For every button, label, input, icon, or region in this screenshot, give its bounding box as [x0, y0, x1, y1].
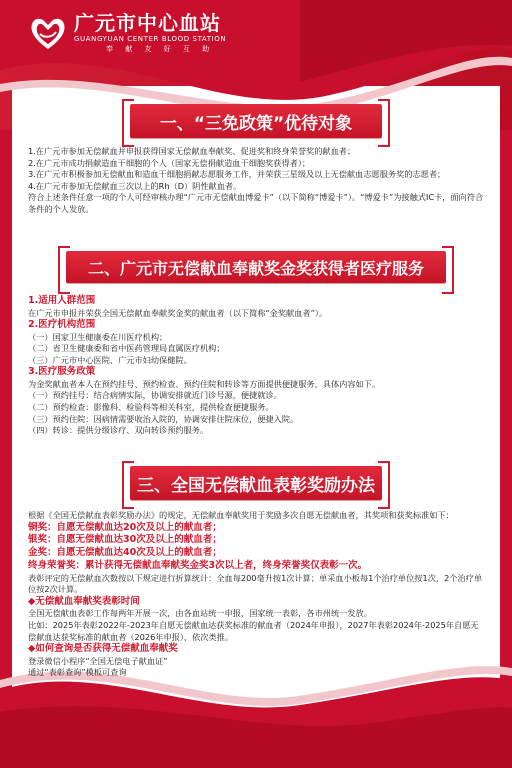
section1-line: 2.在广元市成功捐献造血干细胞的个人（国家无偿捐献造血干细胞奖获得者）；	[28, 157, 311, 168]
sub1-text: 在广元市申报并荣获全国无偿献血奉献奖金奖的献血者（以下简称“金奖献血者”）。	[28, 307, 328, 318]
sub2-line: （一）国家卫生健康委在川医疗机构；	[28, 331, 168, 342]
logo	[28, 12, 226, 54]
query-line: 通过“表彰查询”模板可查询	[28, 667, 127, 678]
section1-line: 3.在广元市积极参加无偿献血和造血干细胞捐献志愿服务工作，并荣获三星级及以上无偿献血志愿服务奖的志愿者；	[28, 169, 446, 180]
section1-line: 符合上述条件任意一项的个人可经审核办理“广元市无偿献血博爱卡”（以下简称“博爱卡”）。“博爱卡”为接触式IC卡，面向符合条件的个人发放。	[28, 192, 484, 214]
section1-line: 1.在广元市参加无偿献血并申报获得国家无偿献血奉献奖、促进奖和终身荣誉奖的献血者；	[28, 146, 356, 156]
section3-title: 三、全国无偿献血表彰奖励办法	[130, 466, 382, 500]
sub3-title: 3.医疗服务政策	[28, 366, 96, 378]
calc-rule: 表彰评定的无偿献血次数按以下规定进行折算统计：全血每200毫升按1次计算；单采血小板每1个治疗单位按1次，2个治疗单位按2次计算。	[28, 572, 483, 595]
section3-body	[28, 510, 484, 679]
sub1-title: 1.适用人群范围	[28, 295, 96, 306]
query-title: ◆如何查询是否获得无偿献血奉献奖	[28, 643, 178, 655]
sub2-line: （三）广元市中心医院、广元市妇幼保健院。	[28, 354, 192, 365]
station-name: 广元市中心血站	[74, 11, 221, 35]
section3-intro: 根据《全国无偿献血表彰奖励办法》的规定，无偿献血奉献奖用于奖励多次自愿无偿献血者，其奖项和获奖标准如下：	[28, 510, 454, 520]
award-gold: 金奖：自愿无偿献血达40次及以上的献血者；	[28, 547, 222, 559]
sub3-line: （一）预约挂号：结合病情实际，协调安排就近门诊号源，便捷就诊。	[28, 390, 282, 401]
section1-title: 一、“三免政策”优待对象	[130, 104, 382, 138]
time-line: 比如：2025年表彰2022年-2023年自愿无偿献血达获奖标准的献血者（2024年申报），2027年表彰2024年-2025年自愿无偿献血达获奖标准的献血者（2026年申报），依次类推。	[28, 620, 479, 642]
sub3-line: （四）转诊：提供分级诊疗、双向转诊预约服务。	[28, 425, 209, 436]
sub2-title: 2.医疗机构范围	[28, 319, 96, 331]
award-bronze: 铜奖：自愿无偿献血达20次及以上的献血者；	[28, 521, 222, 533]
award-lifetime: 终身荣誉奖：累计获得无偿献血奉献奖金奖3次以上者，终身荣誉奖仅表彰一次。	[28, 559, 368, 571]
award-silver: 银奖：自愿无偿献血达30次及以上的献血者；	[28, 534, 222, 546]
section2-body	[28, 295, 484, 437]
query-line: 登录微信小程序“全国无偿电子献血证”	[28, 655, 168, 666]
section1-body	[28, 146, 484, 216]
time-title: ◆无偿献血奉献奖表彰时间	[28, 595, 140, 607]
sub3-line: （三）预约住院：因病情需要收治入院的，协调安排住院床位，便捷入院。	[28, 413, 299, 424]
sub3-line: （二）预约检查：影像科、检验科等相关科室，提供检查便捷服务。	[28, 402, 274, 413]
station-name-en: GUANGYUAN CENTER BLOOD STATION	[74, 35, 227, 43]
time-line: 全国无偿献血表彰工作每两年开展一次，由各血站统一申报，国家统一表彰，各市州统一发放。	[28, 608, 372, 619]
slogan: 奉 献 友 好 互 助	[106, 45, 215, 53]
sub3-line: 为金奖献血者本人在预约挂号、预约检查、预约住院和转诊等方面提供便捷服务，具体内容如下。	[28, 378, 381, 389]
section2-title: 二、广元市无偿献血奉献奖金奖获得者医疗服务	[66, 251, 446, 283]
section1-line: 4.在广元市参加无偿献血三次以上的Rh（D）阴性献血者。	[28, 180, 242, 191]
sub2-line: （二）省卫生健康委和省中医药管理局直属医疗机构；	[28, 343, 225, 354]
blood-drop-heart-icon	[28, 14, 68, 52]
